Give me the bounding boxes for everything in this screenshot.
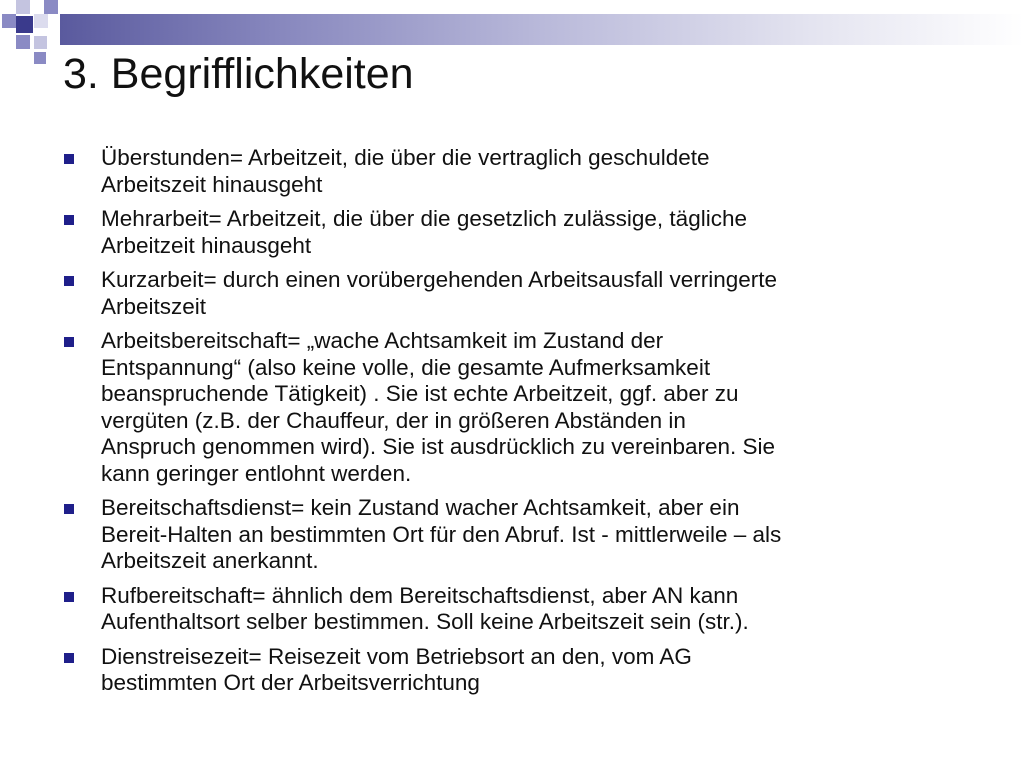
bullet-text: Überstunden= Arbeitzeit, die über die vertraglich geschuldete Arbeitszeit hinausgeht — [101, 145, 710, 197]
bullet-item-dienstreisezeit — [64, 644, 964, 697]
bullet-item-ueberstunden — [64, 145, 964, 198]
deco-square — [44, 0, 58, 14]
deco-square — [34, 52, 46, 64]
header-gradient-bar — [60, 14, 1024, 45]
bullet-text: Rufbereitschaft= ähnlich dem Bereitschaftsdienst, aber AN kann Aufenthaltsort selber bestimmen. Soll keine Arbeitszeit sein (str.). — [101, 582, 749, 634]
deco-square — [16, 16, 33, 33]
slide-title: 3. Begrifflichkeiten — [63, 50, 414, 98]
deco-square — [34, 36, 47, 49]
bullet-text: Dienstreisezeit= Reisezeit vom Betriebsort an den, vom AG bestimmten Ort der Arbeitsverrichtung — [101, 643, 692, 695]
deco-square — [2, 14, 16, 28]
bullet-list — [64, 145, 964, 705]
square-bullet-icon — [64, 592, 74, 602]
deco-square — [16, 0, 30, 14]
bullet-text: Mehrarbeit= Arbeitzeit, die über die gesetzlich zulässige, tägliche Arbeitzeit hinausgeht — [101, 206, 747, 258]
bullet-item-kurzarbeit — [64, 267, 964, 320]
square-bullet-icon — [64, 337, 74, 347]
square-bullet-icon — [64, 653, 74, 663]
bullet-text: Kurzarbeit= durch einen vorübergehenden Arbeitsausfall verringerte Arbeitszeit — [101, 267, 778, 319]
bullet-text: Arbeitsbereitschaft= „wache Achtsamkeit im Zustand der Entspannung“ (also keine volle, die gesamte Aufmerksamkeit beanspruchende Tätigkeit) . Sie ist echte Arbeitzeit, ggf. aber zu vergüten (z.B. der Chauffeur, der in größeren Abständen in Anspruch genommen wird). Sie ist ausdrücklich zu vereinbaren. Sie kann geringer entlohnt werden. — [101, 328, 776, 486]
square-bullet-icon — [64, 154, 74, 164]
deco-square — [16, 35, 30, 49]
bullet-text: Bereitschaftsdienst= kein Zustand wacher Achtsamkeit, aber ein Bereit-Halten an bestimmten Ort für den Abruf. Ist - mittlerweile – als Arbeitszeit anerkannt. — [101, 495, 782, 573]
bullet-item-rufbereitschaft — [64, 583, 964, 636]
bullet-item-mehrarbeit — [64, 206, 964, 259]
square-bullet-icon — [64, 504, 74, 514]
square-bullet-icon — [64, 215, 74, 225]
square-bullet-icon — [64, 276, 74, 286]
deco-square — [34, 14, 48, 28]
bullet-item-bereitschaftsdienst — [64, 495, 964, 575]
bullet-item-arbeitsbereitschaft — [64, 328, 964, 487]
